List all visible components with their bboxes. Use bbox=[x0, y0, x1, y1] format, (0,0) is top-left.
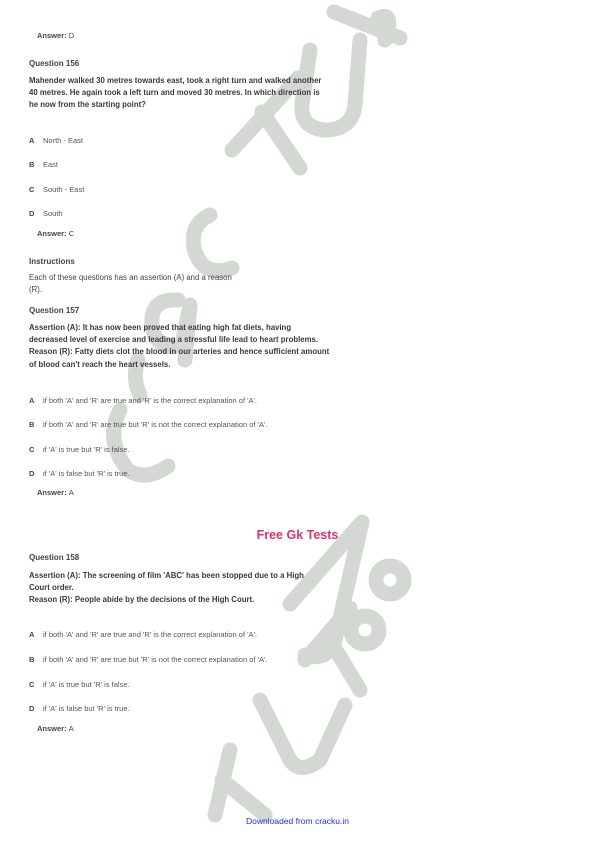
answer-155 bbox=[37, 30, 74, 42]
option-letter: C bbox=[29, 445, 35, 454]
answer-value: A bbox=[68, 488, 74, 497]
question-158-text bbox=[29, 570, 569, 607]
answer-156 bbox=[37, 228, 74, 240]
question-text-line: he now from the starting point? bbox=[29, 100, 146, 110]
instructions-line: Each of these questions has an assertion (A) and a reason bbox=[29, 273, 232, 282]
question-156-option-d bbox=[29, 208, 63, 220]
option-text: East bbox=[43, 160, 59, 169]
question-157-option-d bbox=[29, 468, 130, 480]
question-156-number: Question 156 bbox=[29, 59, 80, 68]
question-text-line: 40 metres. He again took a left turn and moved 30 metres. In which direction is bbox=[29, 88, 320, 98]
question-157-option-a bbox=[29, 395, 257, 407]
option-text: if 'A' is false but 'R' is true. bbox=[43, 704, 130, 713]
option-letter: A bbox=[29, 396, 35, 405]
option-letter: B bbox=[29, 160, 35, 169]
option-letter: A bbox=[29, 630, 35, 639]
question-text-line: Assertion (A): The screening of film 'ABC' has been stopped due to a High bbox=[29, 571, 304, 580]
question-text-line: decreased level of exercise and leading a stressful life lead to heart problems. bbox=[29, 335, 319, 345]
question-text-line: Mahender walked 30 metres towards east, took a right turn and walked another bbox=[29, 76, 322, 85]
question-157-option-c bbox=[29, 444, 130, 456]
answer-value: D bbox=[68, 31, 75, 40]
option-text: if 'A' is true but 'R' is false. bbox=[43, 680, 130, 689]
option-text: South bbox=[43, 209, 63, 218]
option-letter: C bbox=[29, 185, 35, 194]
question-text-line: of blood can't reach the heart vessels. bbox=[29, 359, 171, 369]
option-text: if both 'A' and 'R' are true but 'R' is not the correct explanation of 'A'. bbox=[43, 655, 268, 664]
option-letter: C bbox=[29, 680, 35, 689]
option-text: if both 'A' and 'R' are true and 'R' is the correct explanation of 'A'. bbox=[43, 630, 258, 639]
question-text-line: Reason (R): Fatty diets clot the blood in our arteries and hence sufficient amount bbox=[29, 347, 330, 357]
question-158-number: Question 158 bbox=[29, 553, 80, 562]
instructions-line: (R). bbox=[29, 285, 42, 295]
option-text: if both 'A' and 'R' are true but 'R' is not the correct explanation of 'A'. bbox=[43, 420, 268, 429]
question-157-option-b bbox=[29, 419, 268, 431]
question-157-text bbox=[29, 322, 569, 371]
option-text: if both 'A' and 'R' are true and 'R' is the correct explanation of 'A'. bbox=[43, 396, 258, 405]
question-158-option-c bbox=[29, 679, 130, 691]
option-text: South - East bbox=[43, 185, 85, 194]
question-156-option-b bbox=[29, 159, 58, 171]
option-letter: D bbox=[29, 209, 35, 218]
answer-value: A bbox=[68, 724, 74, 733]
instructions-text bbox=[29, 272, 569, 296]
answer-label: Answer: bbox=[37, 31, 67, 40]
answer-157 bbox=[37, 487, 74, 499]
answer-label: Answer: bbox=[37, 488, 67, 497]
option-letter: A bbox=[29, 136, 35, 145]
free-gk-tests-link[interactable]: Free Gk Tests bbox=[256, 528, 339, 542]
option-letter: B bbox=[29, 420, 35, 429]
question-text-line: Assertion (A): It has now been proved that eating high fat diets, having bbox=[29, 323, 292, 332]
question-156-text bbox=[29, 75, 569, 112]
option-letter: D bbox=[29, 469, 35, 478]
question-158-option-d bbox=[29, 703, 130, 715]
option-letter: D bbox=[29, 704, 35, 713]
question-text-line: Reason (R): People abide by the decisions of the High Court. bbox=[29, 595, 255, 605]
option-text: North - East bbox=[43, 136, 84, 145]
option-letter: B bbox=[29, 655, 35, 664]
answer-label: Answer: bbox=[37, 724, 67, 733]
option-text: if 'A' is true but 'R' is false. bbox=[43, 445, 130, 454]
instructions-title: Instructions bbox=[29, 257, 75, 266]
answer-158 bbox=[37, 723, 74, 735]
answer-label: Answer: bbox=[37, 229, 67, 238]
question-158-option-a bbox=[29, 629, 257, 641]
question-158-option-b bbox=[29, 654, 268, 666]
question-text-line: Court order. bbox=[29, 583, 74, 593]
question-157-number: Question 157 bbox=[29, 306, 80, 315]
answer-value: C bbox=[68, 229, 75, 238]
question-156-option-a bbox=[29, 135, 83, 147]
option-text: if 'A' is false but 'R' is true. bbox=[43, 469, 130, 478]
downloaded-from-cracku-link[interactable]: Downloaded from cracku.in bbox=[246, 816, 349, 826]
question-156-option-c bbox=[29, 184, 84, 196]
